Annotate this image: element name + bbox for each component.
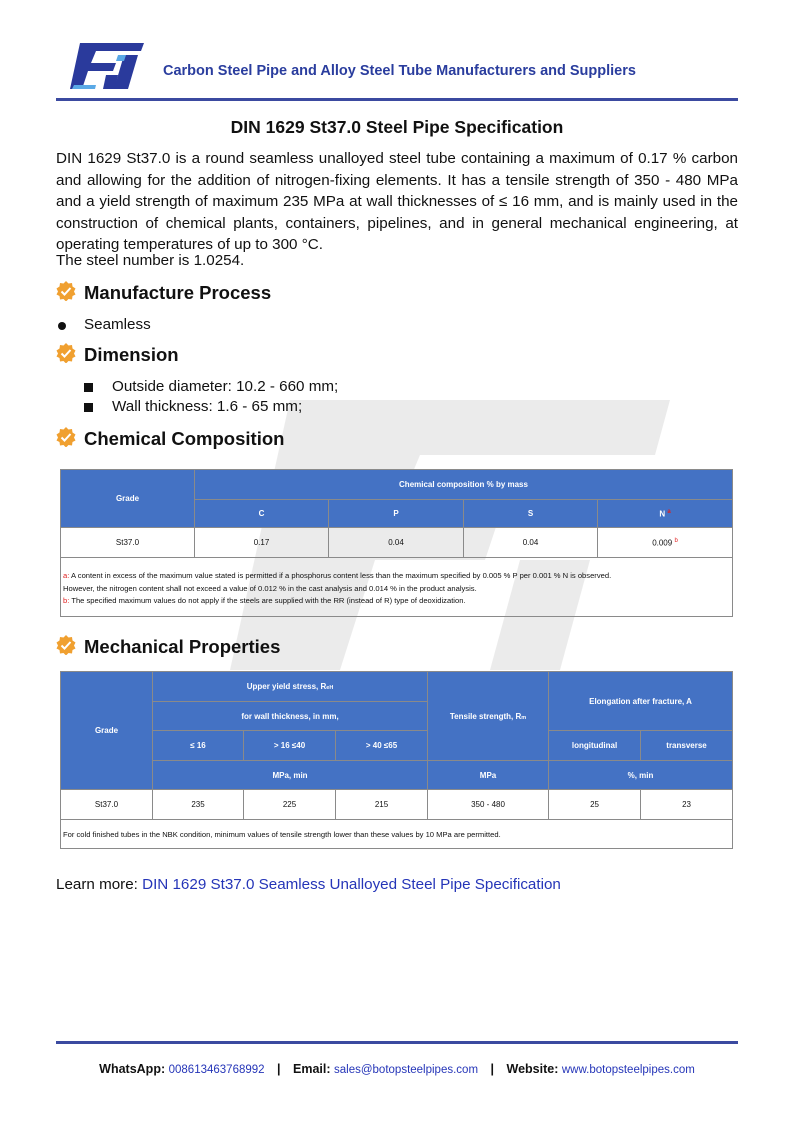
elong-unit: %, min [549,761,733,790]
cell-yield-2: 225 [244,790,336,820]
header-divider [56,98,738,101]
website-label: Website: [506,1062,559,1076]
cell-s: 0.04 [464,528,598,558]
elong-longitudinal: longitudinal [549,731,641,761]
list-item-text: Wall thickness: 1.6 - 65 mm; [112,398,303,415]
page-footer [56,1062,738,1076]
table-row [61,528,733,558]
orange-check-badge-icon [56,281,76,301]
section-title: Dimension [84,344,179,365]
cell-grade: St37.0 [61,528,195,558]
wall-range-2: > 16 ≤40 [244,731,336,761]
section-title: Manufacture Process [84,282,272,303]
bullet-dot-icon [58,322,66,330]
orange-check-badge-icon [56,427,76,447]
learn-more-link[interactable]: DIN 1629 St37.0 Seamless Unalloyed Steel Pipe Specification [142,876,561,893]
element-header-s: S [464,500,598,528]
cell-yield-3: 215 [336,790,428,820]
element-header-n [598,500,733,528]
website-link[interactable]: www.botopsteelpipes.com [561,1064,695,1076]
cell-grade: St37.0 [61,790,153,820]
bullet-square-icon [84,383,93,392]
whatsapp-label: WhatsApp: [99,1062,166,1076]
yield-label: Upper yield stress, R [246,682,327,691]
footnote-marker: b [674,537,678,544]
cell-n-value: 0.009 [652,538,673,548]
wall-range-3: > 40 ≤65 [336,731,428,761]
learn-more [56,876,561,893]
yield-stress-header [153,672,428,702]
mech-table-note: For cold finished tubes in the NBK condition, minimum values of tensile strength lower than these values by 10 MPa are permitted. [61,820,733,849]
cell-yield-1: 235 [153,790,244,820]
footnote-marker: a [667,508,671,515]
grade-header: Grade [61,672,153,790]
email-link[interactable]: sales@botopsteelpipes.com [334,1064,479,1076]
note-b-marker: b: [63,596,70,605]
element-header-c: C [195,500,329,528]
learn-more-label: Learn more: [56,876,143,893]
bullet-square-icon [84,403,93,412]
company-logo-icon [66,41,146,91]
email-label: Email: [293,1062,331,1076]
wall-thickness-header: for wall thickness, in mm, [153,702,428,731]
tensile-label: Tensile strength, R [449,711,522,721]
element-header-p: P [329,500,464,528]
footer-divider [56,1041,738,1044]
wall-range-1: ≤ 16 [153,731,244,761]
note-b-text: The specified maximum values do not apply if the steels are supplied with the RR (instead of R) type of deoxidization. [69,596,466,605]
section-title: Chemical Composition [84,428,285,449]
page-header [56,38,738,102]
intro-paragraph: DIN 1629 St37.0 is a round seamless unalloyed steel tube containing a maximum of 0.17 % carbon and allowing for the addition of nitrogen-fixing elements. It has a tensile strength of 350 - 480 MPa and a yield strength of maximum 235 MPa at wall thicknesses of ≤ 16 mm, and is mainly used in the construction of chemical plants, containers, pipelines, and in general mechanical engineering, at operating temperatures of up to 300 °C. [56,150,738,253]
list-item-text: Seamless [84,316,151,333]
tensile-subscript: m [521,714,527,721]
grade-header: Grade [61,470,195,528]
footer-separator: | [490,1062,495,1076]
tensile-unit: MPa [428,761,549,790]
yield-unit: MPa, min [153,761,428,790]
document-title: DIN 1629 St37.0 Steel Pipe Specification [230,117,564,137]
elongation-header: Elongation after fracture, A [549,672,733,731]
yield-subscript: eH [326,685,334,691]
note-a-marker: a: [63,571,70,580]
footer-separator: | [277,1062,281,1076]
cell-transverse: 23 [641,790,733,820]
cell-p: 0.04 [329,528,464,558]
elong-transverse: transverse [641,731,733,761]
note-a-text-continued: However, the nitrogen content shall not exceed a value of 0.012 % in the cast analysis and 0.014 % in the product analysis. [63,583,477,593]
chemical-composition-table [60,469,733,617]
cell-c: 0.17 [195,528,329,558]
header-tagline: Carbon Steel Pipe and Alloy Steel Tube Manufacturers and Suppliers [163,63,636,79]
cell-longitudinal: 25 [549,790,641,820]
note-a-text: A content in excess of the maximum value stated is permitted if a phosphorus content less than the maximum specified by 0.005 % P per 0.001 % N is observed. [69,571,612,580]
mechanical-properties-table [60,671,733,849]
cell-tensile: 350 - 480 [428,790,549,820]
tensile-header [428,672,549,761]
whatsapp-number[interactable]: 008613463768992 [168,1064,265,1076]
orange-check-badge-icon [56,635,76,655]
steel-number-text: The steel number is 1.0254. [56,252,245,269]
section-title: Mechanical Properties [84,636,281,657]
chem-table-notes [61,558,733,617]
table-row [61,790,733,820]
chem-group-header: Chemical composition % by mass [195,470,733,500]
cell-n [598,528,733,558]
orange-check-badge-icon [56,343,76,363]
element-n-label: N [659,509,666,519]
list-item-text: Outside diameter: 10.2 - 660 mm; [112,378,339,395]
